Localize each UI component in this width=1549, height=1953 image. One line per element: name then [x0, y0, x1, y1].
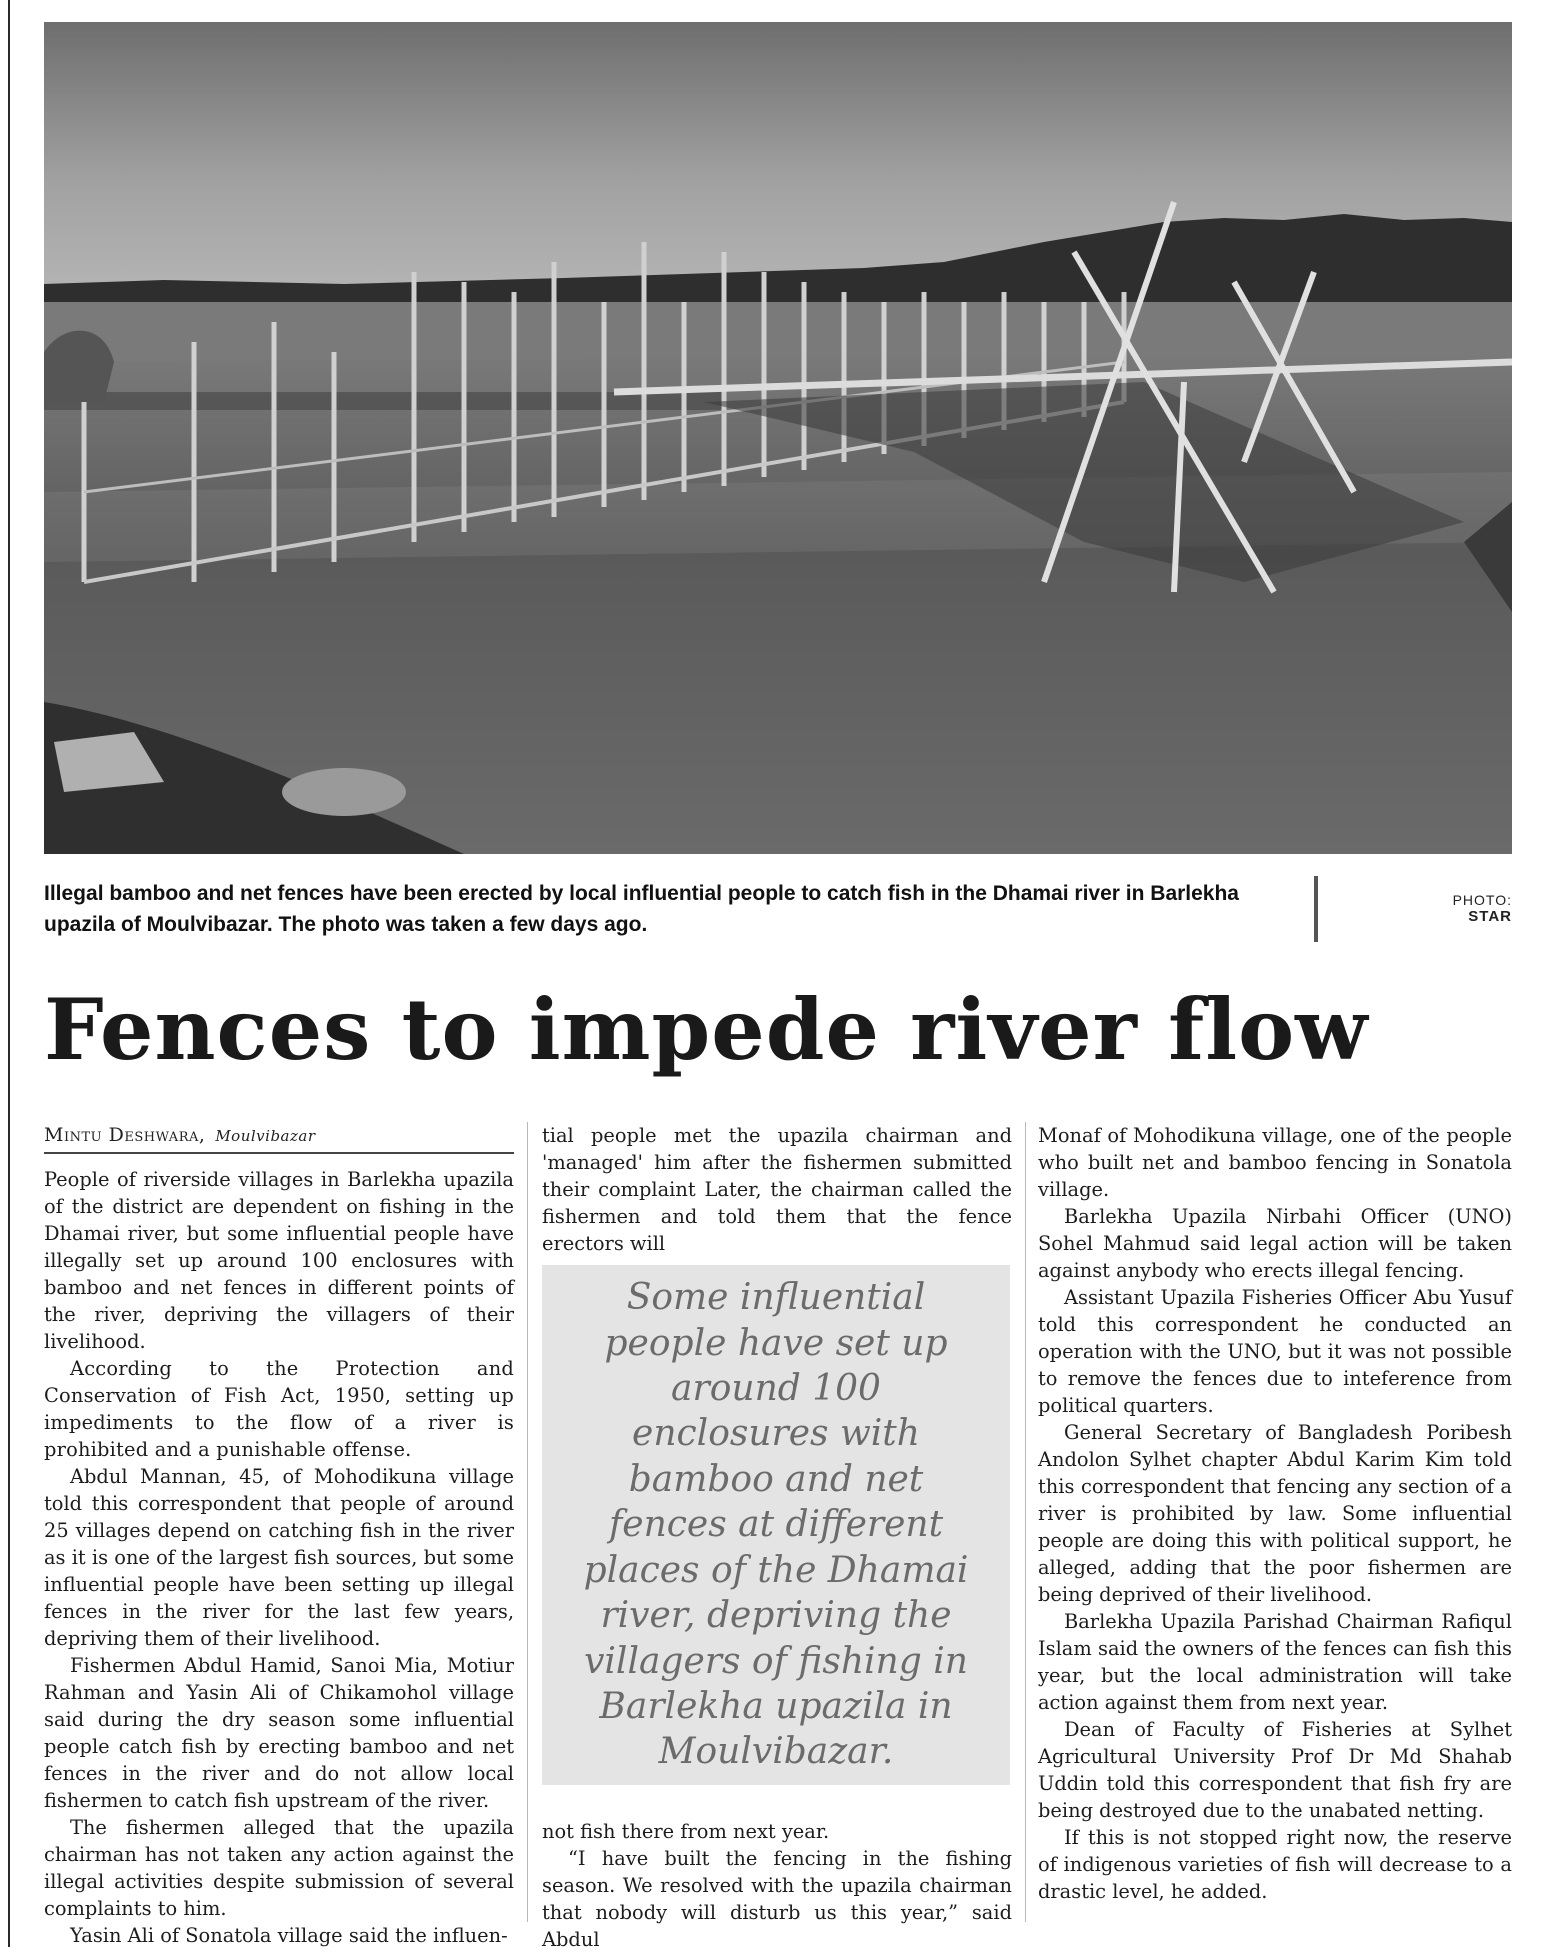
byline-author: Mintu Deshwara,	[44, 1124, 206, 1146]
basin	[282, 768, 406, 816]
paragraph: not fish there from next year.	[542, 1820, 830, 1843]
paragraph: Assistant Upazila Fisheries Officer Abu Yusuf told this correspondent he conducted an operation with the UNO, but it was not possible to remove the fences due to inteference from political quarters.	[1038, 1286, 1512, 1417]
pull-quote	[542, 1265, 1010, 1785]
paragraph: Barlekha Upazila Nirbahi Officer (UNO) Sohel Mahmud said legal action will be taken against anybody who erects illegal fencing.	[1038, 1205, 1512, 1282]
paragraph: “I have built the fencing in the fishing season. We resolved with the upazila chairman that nobody will disturb us this year,” said Abdul	[542, 1847, 1012, 1951]
article-column-1	[44, 1166, 514, 1949]
article-column-2	[542, 1122, 1012, 1257]
credit-divider	[1314, 876, 1318, 942]
paragraph: If this is not stopped right now, the reserve of indigenous varieties of fish will decrease to a drastic level, he added.	[1038, 1826, 1512, 1903]
headline: Fences to impede river flow	[44, 980, 1369, 1079]
paragraph: The fishermen alleged that the upazila chairman has not taken any action against the illegal activities despite submission of several complaints to him.	[44, 1816, 514, 1920]
paragraph: Barlekha Upazila Parishad Chairman Rafiqul Islam said the owners of the fences can fish this year, but the local administration will take action against them from next year.	[1038, 1610, 1512, 1714]
article-column-2-continued	[542, 1818, 1012, 1953]
paragraph: Yasin Ali of Sonatola village said the influen-	[70, 1924, 508, 1947]
column-rule	[1025, 1122, 1026, 1922]
paragraph: tial people met the upazila chairman and 'managed' him after the fishermen submitted their complaint Later, the chairman called the fishermen and told them that the fence erectors will	[542, 1124, 1012, 1255]
page-left-rule	[8, 0, 10, 1947]
paragraph: General Secretary of Bangladesh Poribesh Andolon Sylhet chapter Abdul Karim Kim told this correspondent that fencing any section of a river is prohibited by law. Some influential people are doing this with political support, he alleged, adding that the poor fishermen are being deprived of their livelihood.	[1038, 1421, 1512, 1606]
credit-label: PHOTO:	[1452, 892, 1512, 908]
column-rule	[527, 1122, 528, 1922]
byline	[44, 1124, 514, 1154]
fish-trap	[44, 331, 114, 402]
byline-location: Moulvibazar	[215, 1127, 316, 1145]
paragraph: People of riverside villages in Barlekha upazila of the district are dependent on fishing in the Dhamai river, but some influential people have illegally set up around 100 enclosures with bamboo and net fences in different points of the river, depriving the villagers of their livelihood.	[44, 1168, 514, 1353]
paragraph: Abdul Mannan, 45, of Mohodikuna village told this correspondent that people of around 25 villages depend on catching fish in the river as it is one of the largest fish sources, but some influential people have been setting up illegal fences in the river for the last few years, depriving them of their livelihood.	[44, 1465, 514, 1650]
paragraph: Dean of Faculty of Fisheries at Sylhet Agricultural University Prof Dr Md Shahab Uddin told this correspondent that fish fry are being destroyed due to the unabated netting.	[1038, 1718, 1512, 1822]
river-fence-photo	[44, 22, 1512, 854]
pull-quote-text: Some influential people have set up around 100 enclosures with bamboo and net fences at different places of the Dhamai river, depriving the villagers of fishing in Barlekha upazila in Moulvibazar.	[583, 1277, 969, 1773]
photo-credit	[1340, 892, 1512, 925]
photo-illustration	[44, 22, 1512, 854]
paragraph: Monaf of Mohodikuna village, one of the people who built net and bamboo fencing in Sonatola village.	[1038, 1124, 1512, 1201]
paragraph: Fishermen Abdul Hamid, Sanoi Mia, Motiur Rahman and Yasin Ali of Chikamohol village said during the dry season some influential people catch fish by erecting bamboo and net fences in the river and do not allow local fishermen to catch fish upstream of the river.	[44, 1654, 514, 1812]
paragraph: According to the Protection and Conservation of Fish Act, 1950, setting up impediments to the flow of a river is prohibited and a punishable offense.	[44, 1357, 514, 1461]
photo-caption: Illegal bamboo and net fences have been erected by local influential people to catch fish in the Dhamai river in Barlekha upazila of Moulvibazar. The photo was taken a few days ago.	[44, 882, 1239, 936]
article-column-3	[1038, 1122, 1512, 1905]
credit-source: STAR	[1468, 908, 1512, 925]
